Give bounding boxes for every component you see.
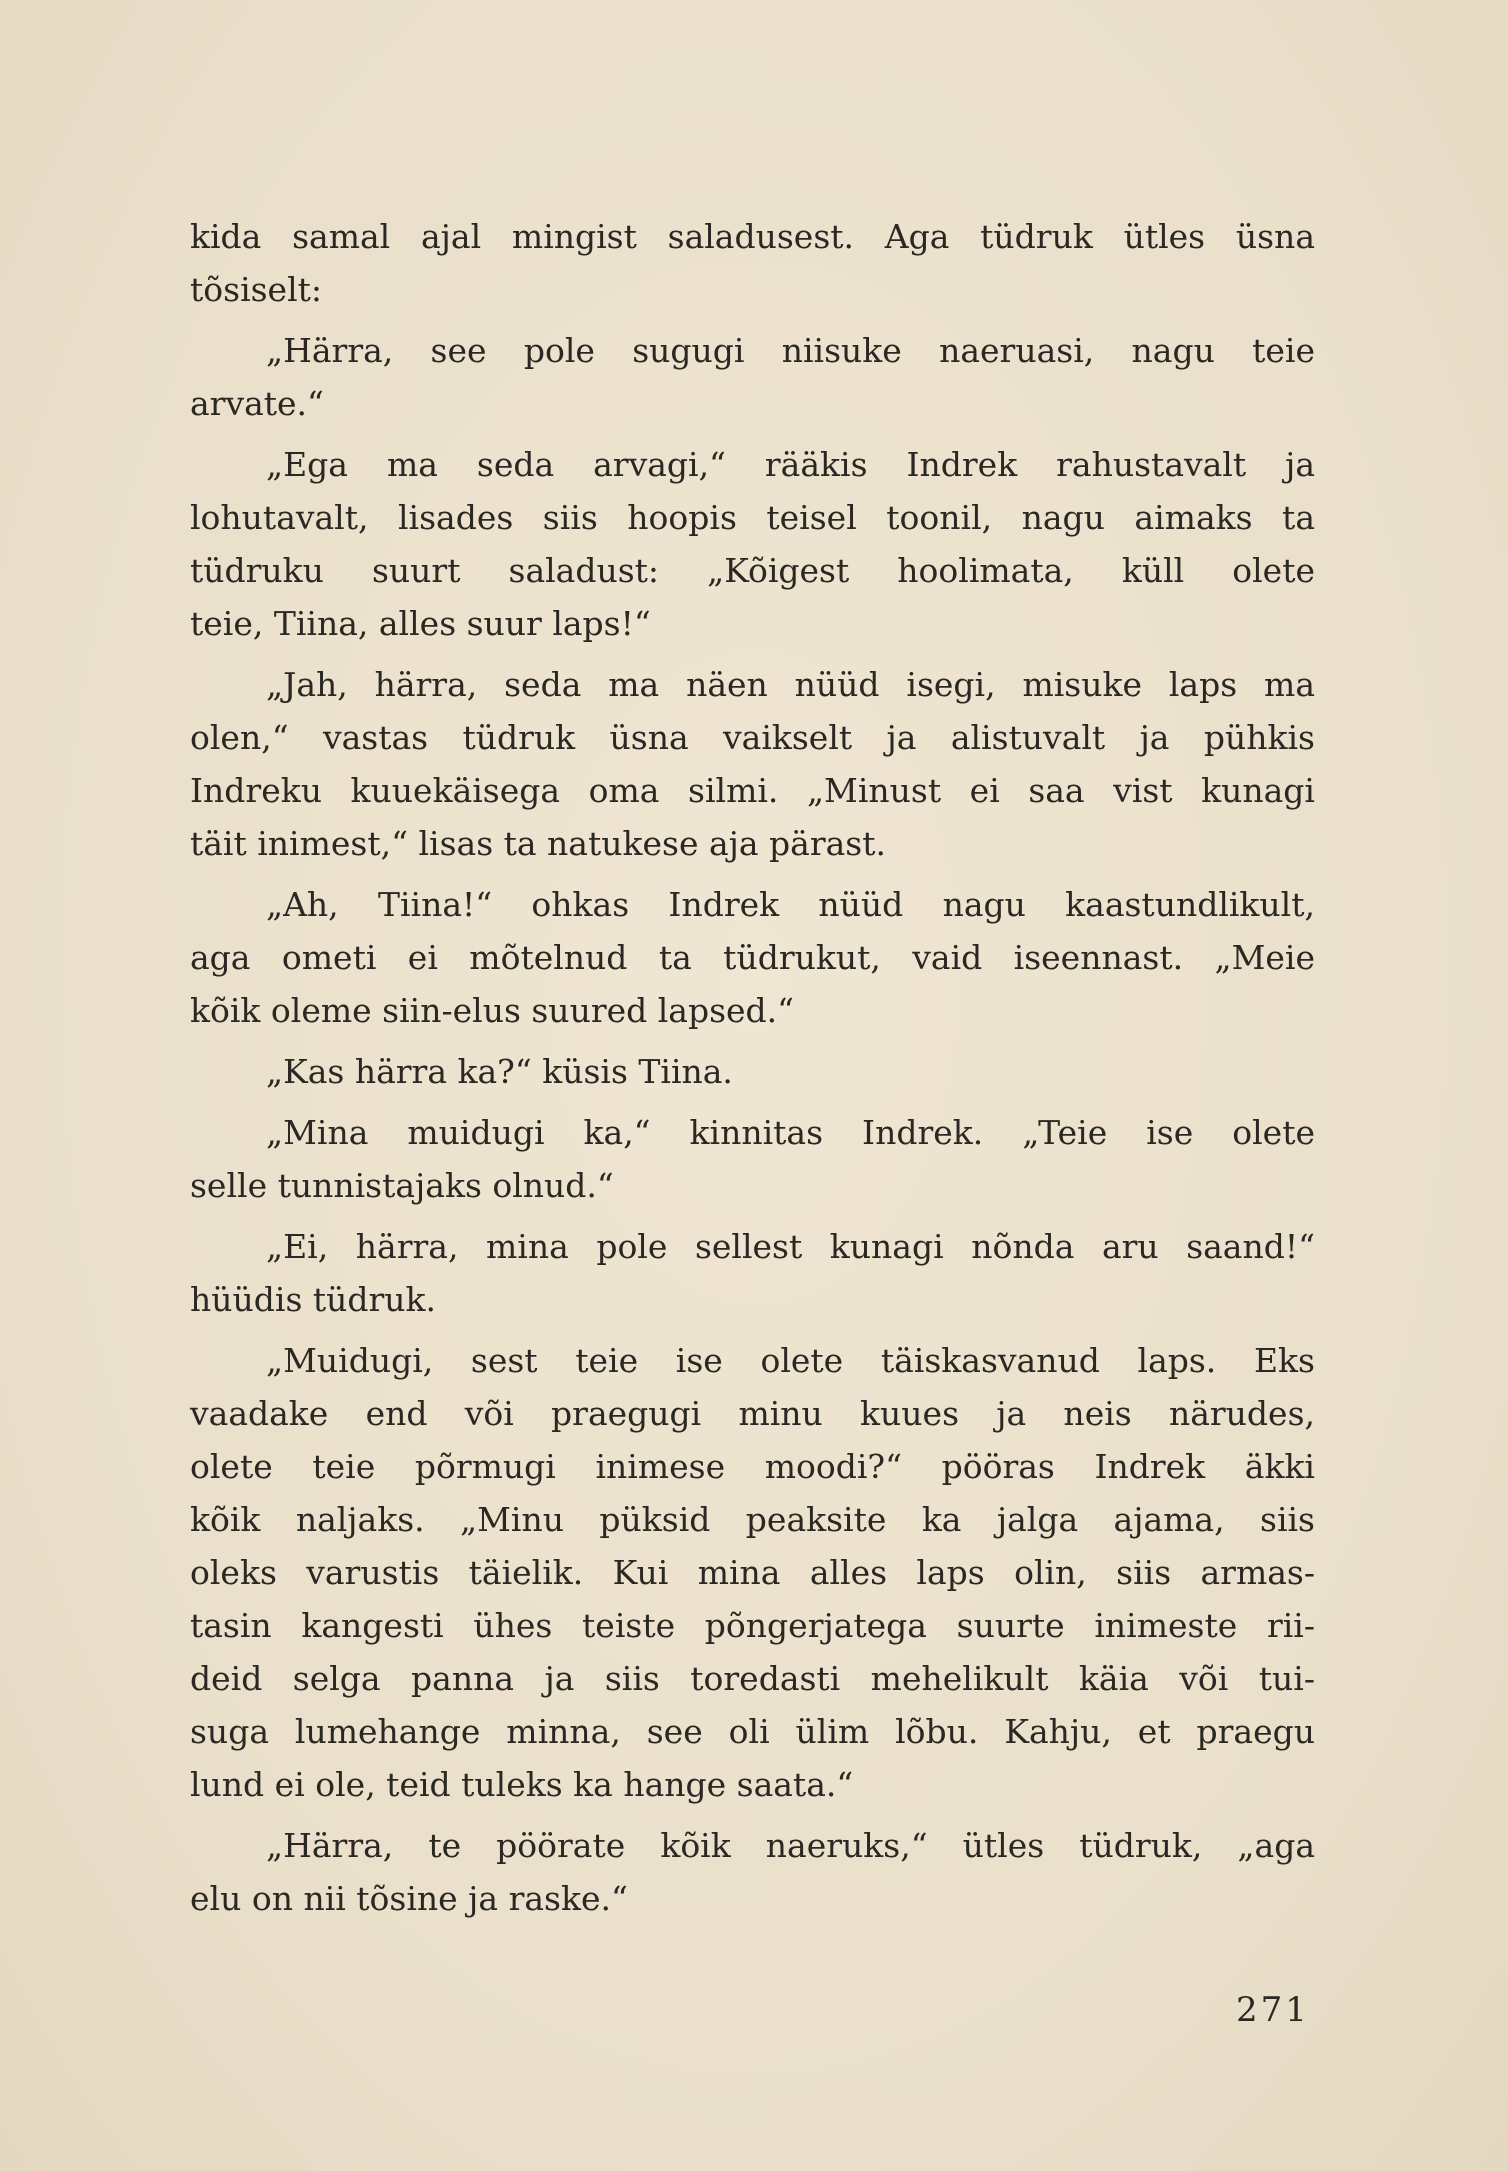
text-line: lund ei ole, teid tuleks ka hange saata.“ xyxy=(190,1765,854,1804)
text-line: täit inimest,“ lisas ta natukese aja pärast. xyxy=(190,824,886,863)
text-line: „Ah, Tiina!“ ohkas Indrek nüüd nagu kaastundlikult, xyxy=(266,885,1315,924)
paragraph-gap xyxy=(190,316,1315,324)
paragraph-gap xyxy=(190,1326,1315,1334)
text-line: olen,“ vastas tüdruk üsna vaikselt ja alistuvalt ja pühkis xyxy=(190,718,1315,757)
paragraph xyxy=(190,1045,1315,1098)
paragraph-gap xyxy=(190,870,1315,878)
text-line: kida samal ajal mingist saladusest. Aga tüdruk ütles üsna xyxy=(190,217,1315,256)
text-line: „Ega ma seda arvagi,“ rääkis Indrek rahustavalt ja xyxy=(266,445,1315,484)
paragraph xyxy=(190,658,1315,870)
text-line: kõik naljaks. „Minu püksid peaksite ka jalga ajama, siis xyxy=(190,1500,1315,1539)
text-line: „Härra, see pole sugugi niisuke naeruasi, nagu teie xyxy=(266,331,1315,370)
text-line: selle tunnistajaks olnud.“ xyxy=(190,1166,614,1205)
paragraph xyxy=(190,210,1315,316)
text-line: olete teie põrmugi inimese moodi?“ pööras Indrek äkki xyxy=(190,1447,1315,1486)
text-line: „Mina muidugi ka,“ kinnitas Indrek. „Teie ise olete xyxy=(266,1113,1315,1152)
body-text xyxy=(190,210,1315,1925)
text-line: suga lumehange minna, see oli ülim lõbu. Kahju, et praegu xyxy=(190,1712,1315,1751)
page-number: 271 xyxy=(1236,1990,1310,2030)
paragraph xyxy=(190,878,1315,1037)
text-line: Indreku kuuekäisega oma silmi. „Minust ei saa vist kunagi xyxy=(190,771,1315,810)
text-line: „Kas härra ka?“ küsis Tiina. xyxy=(266,1052,733,1091)
text-line: vaadake end või praegugi minu kuues ja neis närudes, xyxy=(190,1394,1315,1433)
text-line: „Muidugi, sest teie ise olete täiskasvanud laps. Eks xyxy=(266,1341,1315,1380)
paragraph-gap xyxy=(190,430,1315,438)
text-line: tüdruku suurt saladust: „Kõigest hoolimata, küll olete xyxy=(190,551,1315,590)
paragraph xyxy=(190,324,1315,430)
paragraph-gap xyxy=(190,1811,1315,1819)
paragraph-gap xyxy=(190,1037,1315,1045)
text-line: „Härra, te pöörate kõik naeruks,“ ütles tüdruk, „aga xyxy=(266,1826,1315,1865)
text-line: aga ometi ei mõtelnud ta tüdrukut, vaid iseennast. „Meie xyxy=(190,938,1315,977)
paragraph-gap xyxy=(190,1098,1315,1106)
text-line: „Ei, härra, mina pole sellest kunagi nõnda aru saand!“ xyxy=(266,1227,1315,1266)
text-line: hüüdis tüdruk. xyxy=(190,1280,437,1319)
paragraph xyxy=(190,1334,1315,1811)
text-line: kõik oleme siin-elus suured lapsed.“ xyxy=(190,991,795,1030)
paragraph xyxy=(190,438,1315,650)
text-line: elu on nii tõsine ja raske.“ xyxy=(190,1879,628,1918)
paragraph-gap xyxy=(190,1212,1315,1220)
paragraph xyxy=(190,1106,1315,1212)
text-line: „Jah, härra, seda ma näen nüüd isegi, misuke laps ma xyxy=(266,665,1315,704)
text-line: oleks varustis täielik. Kui mina alles laps olin, siis armas- xyxy=(190,1553,1315,1592)
text-line: teie, Tiina, alles suur laps!“ xyxy=(190,604,651,643)
paragraph xyxy=(190,1819,1315,1925)
text-line: tõsiselt: xyxy=(190,270,323,309)
text-line: deid selga panna ja siis toredasti mehelikult käia või tui- xyxy=(190,1659,1315,1698)
paragraph xyxy=(190,1220,1315,1326)
text-line: lohutavalt, lisades siis hoopis teisel toonil, nagu aimaks ta xyxy=(190,498,1315,537)
paragraph-gap xyxy=(190,650,1315,658)
text-line: arvate.“ xyxy=(190,384,324,423)
text-line: tasin kangesti ühes teiste põngerjatega suurte inimeste rii- xyxy=(190,1606,1315,1645)
